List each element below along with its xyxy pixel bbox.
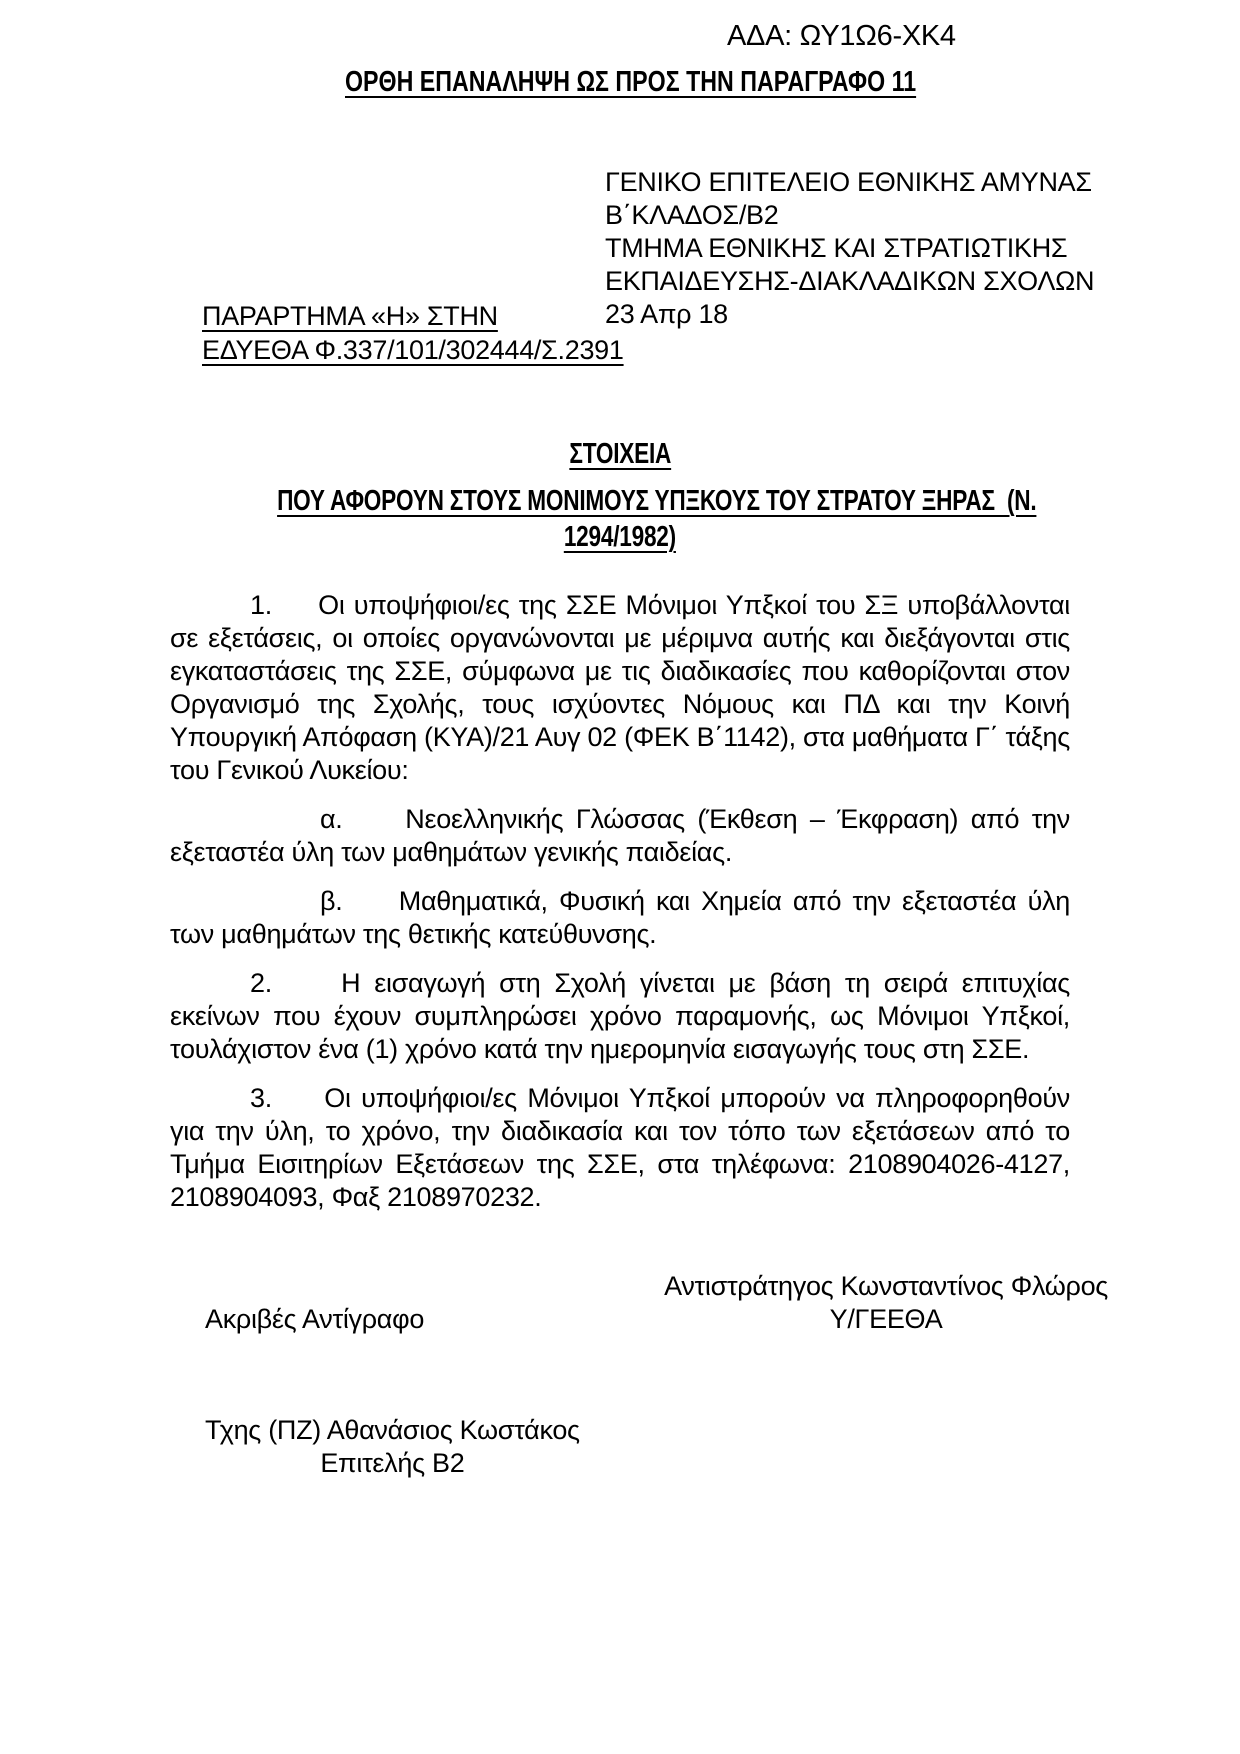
officer-name: Τχης (ΠΖ) Αθανάσιος Κωστάκος — [205, 1415, 580, 1445]
annex-line-2: ΕΔΥΕΘΑ Φ.337/101/302444/Σ.2391 — [202, 335, 624, 365]
title-sub-line-2: 1294/1982) — [563, 521, 677, 553]
paragraph-1a: α. Νεοελληνικής Γλώσσας (Έκθεση – Έκφραση) από την εξεταστέα ύλη των μαθημάτων γενικής παιδείας. — [170, 804, 1070, 867]
paragraph-3: 3. Οι υποψήφιοι/ες Μόνιμοι Υπξκοί μπορούν να πληροφορηθούν για την ύλη, το χρόνο, την διαδικασία και τον τόπο των εξετάσεων από το Τμήμα Εισιτηρίων Εξετάσεων της ΣΣΕ, στα τηλέφωνα: 2108904026-4127, 2108904093, Φαξ 2108970232. — [170, 1083, 1070, 1212]
issuer-block — [605, 166, 1094, 331]
issuer-line: ΕΚΠΑΙΔΕΥΣΗΣ-ΔΙΑΚΛΑΔΙΚΩΝ ΣΧΟΛΩΝ — [605, 266, 1095, 296]
title-main-text: ΣΤΟΙΧΕΙΑ — [569, 438, 671, 470]
paragraph-1b: β. Μαθηματικά, Φυσική και Χημεία από την εξεταστέα ύλη των μαθημάτων της θετικής κατεύθυνσης. — [170, 886, 1070, 949]
correction-heading — [345, 66, 1059, 99]
correction-heading-text: ΟΡΘΗ ΕΠΑΝΑΛΗΨΗ ΩΣ ΠΡΟΣ ΤΗΝ ΠΑΡΑΓΡΑΦΟ 11 — [345, 66, 917, 98]
certified-copy-label: Ακριβές Αντίγραφο — [205, 1304, 425, 1334]
paragraph-2: 2. Η εισαγωγή στη Σχολή γίνεται με βάση τη σειρά επιτυχίας εκείνων που έχουν συμπληρώσει χρόνο παραμονής, ως Μόνιμοι Υπξκοί, τουλάχιστον ένα (1) χρόνο κατά την ημερομηνία εισαγωγής τους στη ΣΣΕ. — [170, 968, 1070, 1064]
title-main — [170, 438, 1070, 471]
issuer-line: ΓΕΝΙΚΟ ΕΠΙΤΕΛΕΙΟ ΕΘΝΙΚΗΣ ΑΜΥΝΑΣ — [605, 167, 1092, 197]
officer-title: Επιτελής Β2 — [320, 1448, 465, 1478]
signer-block — [664, 1270, 1108, 1336]
title-sub-line-1: ΠΟΥ ΑΦΟΡΟΥΝ ΣΤΟΥΣ ΜΟΝΙΜΟΥΣ ΥΠΞΚΟΥΣ ΤΟΥ ΣΤΡΑΤΟΥ ΞΗΡΑΣ (Ν. — [277, 485, 1037, 517]
signer-name: Αντιστράτηγος Κωνσταντίνος Φλώρος — [664, 1271, 1108, 1301]
ada-code: ΑΔΑ: ΩΥ1Ω6-ΧΚ4 — [727, 20, 956, 52]
document-body — [170, 438, 1108, 1480]
issuer-line: ΤΜΗΜΑ ΕΘΝΙΚΗΣ ΚΑΙ ΣΤΡΑΤΙΩΤΙΚΗΣ — [605, 233, 1068, 263]
annex-line-1: ΠΑΡΑΡΤΗΜΑ «Η» ΣΤΗΝ — [202, 301, 498, 331]
certifying-officer-block — [205, 1414, 580, 1480]
signature-row — [170, 1270, 1108, 1336]
signer-title: Υ/ΓΕΕΘΑ — [829, 1304, 943, 1334]
paragraph-1: 1. Οι υποψήφιοι/ες της ΣΣΕ Μόνιμοι Υπξκοί του ΣΞ υποβάλλονται σε εξετάσεις, οι οποίες οργανώνονται με μέριμνα αυτής και διεξάγονται στις εγκαταστάσεις της ΣΣΕ, σύμφωνα με τις διαδικασίες που καθορίζονται στον Οργανισμό της Σχολής, τους ισχύοντες Νόμους και ΠΔ και την Κοινή Υπουργική Απόφαση (ΚΥΑ)/21 Αυγ 02 (ΦΕΚ Β΄1142), στα μαθήματα Γ΄ τάξης του Γενικού Λυκείου: — [170, 590, 1070, 785]
title-subheading — [170, 483, 1070, 555]
annex-reference-block — [202, 300, 624, 368]
issuer-date: 23 Απρ 18 — [605, 299, 728, 329]
issuer-line: Β΄ΚΛΑΔΟΣ/Β2 — [605, 200, 779, 230]
